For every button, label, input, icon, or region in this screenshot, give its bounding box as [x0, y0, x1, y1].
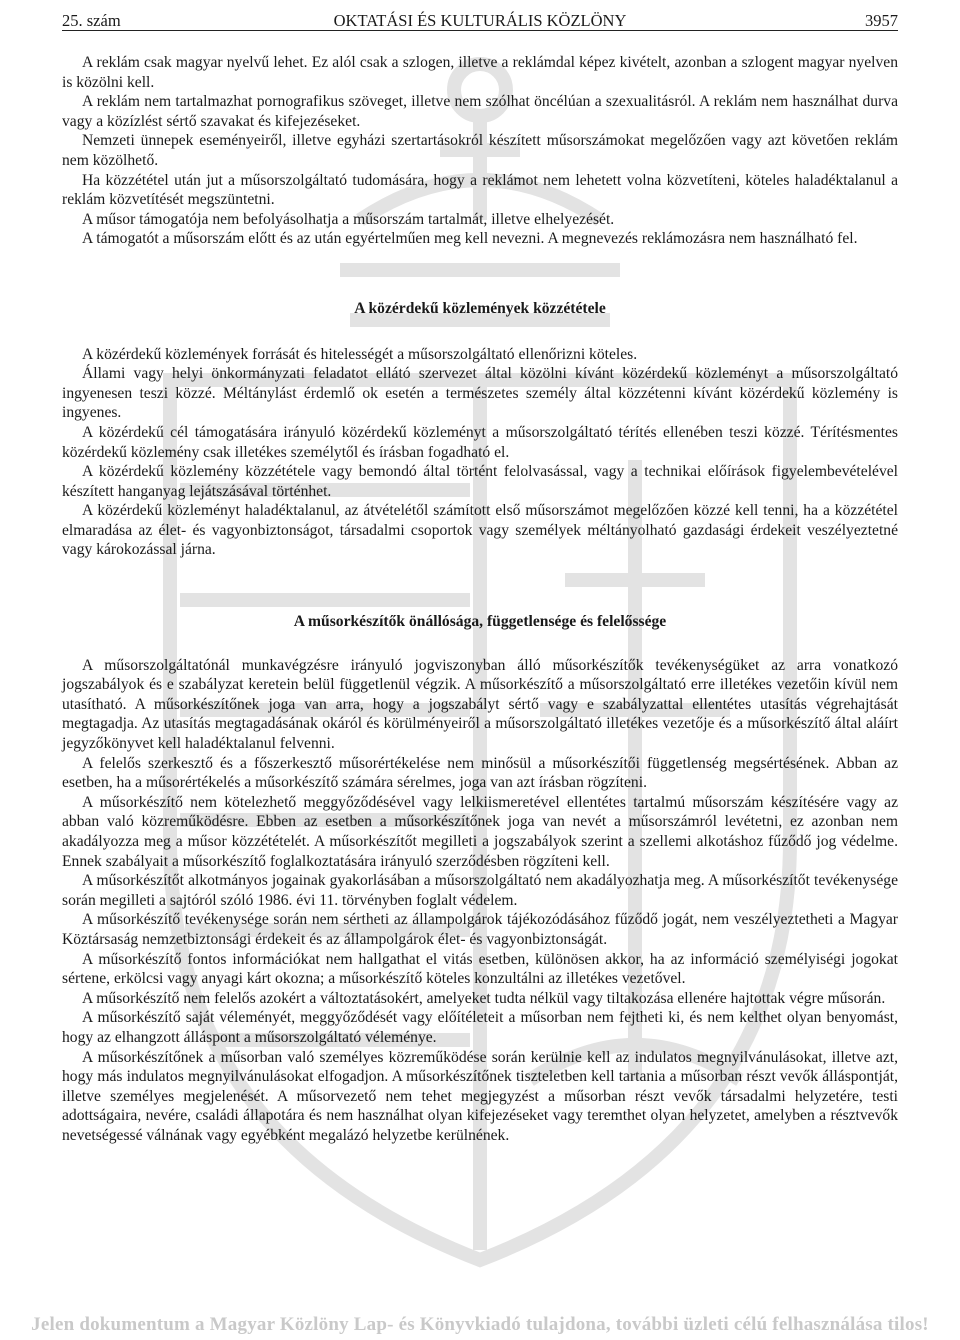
paragraph: A felelős szerkesztő és a főszerkesztő műsorértékelése nem minősül a műsorkészítői függetlenség megsértésének. Abban az esetben, ha a műsorértékelés a műsorkészítő számára sérelmes, joga van azt írásban rögzíteni.	[62, 754, 898, 792]
paragraph: A közérdekű közleményt haladéktalanul, az átvételétől számított első műsorszámot megelőzően közzé kell tenni, ha a közzététel elmaradása az élet- és vagyonbiztonságot, társadalmi csoportok vagy személyek méltányolható gazdasági érdekeit veszélyeztetné vagy károkozással járna.	[62, 502, 898, 559]
paragraph: A közérdekű közlemények forrását és hitelességét a műsorszolgáltató ellenőrizni köteles.	[82, 345, 638, 363]
paragraph: A reklám csak magyar nyelvű lehet. Ez alól csak a szlogen, illetve a reklámdal képez kivételt, azonban a szlogent magyar nyelven is közölni kell.	[62, 54, 898, 91]
paragraph: A reklám nem tartalmazhat pornografikus szöveget, illetve nem szólhat öncélúan a szexualitásról. A reklám nem használhat durva vagy a közízlést sértő szavakat és kifejezéseket.	[62, 93, 898, 130]
paragraph: A közérdekű cél támogatására irányuló közérdekű közleményt a műsorszolgáltató térítés ellenében teszi közzé. Térítésmentes közérdekű közlemény csak illetékes személytől és írásban fogadható el.	[62, 423, 898, 461]
paragraph: A műsor támogatója nem befolyásolhatja a műsorszám tartalmát, illetve elhelyezését.	[82, 210, 615, 228]
paragraph: A műsorszolgáltatónál munkavégzésre irányuló jogviszonyban álló műsorkészítők tevékenységüket az arra vonatkozó jogszabályok és e szabályzat keretein belül függetlenül végzik. A műsorkészítő a műsorszolgáltató erre illetékes vezetőin kívül nem utasítható. A műsorkészítőnek joga van arra, hogy a jogszabályt sértő vagy e szabályzattal ellentétes utasítás végrehajtását megtagadja. Az utasítás megtagadásának okáról és körülményeiről a műsorszolgáltató illetékes vezetője és a műsorkészítő által aláírt jegyzőkönyvet kell haladéktalanul felvenni.	[62, 656, 898, 753]
paragraph: A műsorkészítő tevékenysége során nem sértheti az állampolgárok tájékozódásához fűződő jogát, nem veszélyeztetheti a Magyar Köztársaság nemzetbiztonsági érdekeit és az állampolgárok élet- és vagyonbiztonságát.	[62, 911, 898, 948]
advertising-rules-block	[62, 53, 898, 249]
section-heading-program-makers: A műsorkészítők önállósága, függetlensége és felelőssége	[293, 613, 667, 631]
program-makers-section	[62, 656, 898, 1146]
document-body	[62, 53, 898, 1146]
running-header	[62, 0, 898, 31]
page-number: 3957	[865, 11, 898, 30]
paragraph: A műsorkészítőnek a műsorban való személyes közreműködése során kerülnie kell az indulatos megnyilvánulásokat, illetve azt, hogy más indulatos megnyilvánulásokat elfogadjon. A műsorkészítőnek tiszteletben kell tartania a műsorban részt vevők álláspontját, illetve személyes megjelenését. A műsorvezető nem tehet megjegyzést a műsorban részt vevők társadalmi helyzetére, testi adottságaira, nevére, családi állapotára és nem használhat olyan kifejezéseket vagy teremthet olyan helyzetet, amelyben a résztvevők nevetségessé válnának vagy egyébként megalázó helyzetbe kerülnének.	[62, 1048, 898, 1144]
section-heading-public-announcements: A közérdekű közlemények közzététele	[354, 299, 606, 317]
public-announcements-section	[62, 345, 898, 561]
paragraph: A műsorkészítő nem felelős azokért a változtatásokért, amelyeket tudta nélkül vagy tiltakozása ellenére hajtottak végre műsorán.	[82, 989, 886, 1007]
paragraph: A műsorkészítő nem kötelezhető meggyőződésével vagy lelkiismeretével ellentétes tartalmú műsorszám készítésére vagy az abban való közreműködésre. Ebben az esetben a műsorkészítőnek joga van nevét a műsorszámról levétetni, ez azonban nem akadályozza meg a műsor közzétételét. A műsorkészítőt megilleti a jogszabályok szerint a szellemi alkotáshoz fűződő jog védelme. Ennek szabályait a műsorkészítő foglalkoztatására irányuló szerződésben rögzíteni kell.	[62, 793, 898, 870]
paragraph: Állami vagy helyi önkormányzati feladatot ellátó szervezet által közölni kívánt közérdekű közleményt a műsorszolgáltató ingyenesen teszi közzé. Méltánylást érdemlő ok esetén a természetes személy által közzétenni kívánt közérdekű közlemény is ingyenes.	[62, 365, 898, 422]
issue-number: 25. szám	[62, 11, 121, 30]
paragraph: A műsorkészítő fontos információkat nem hallgathat el vitás esetben, különösen akkor, ha az információ személyiségi jogokat sértene, erkölcsi vagy anyagi kárt okozna; a műsorkészítő köteles konzultálni az illetékes vezetővel.	[62, 950, 898, 988]
paragraph: Ha közzététel után jut a műsorszolgáltató tudomására, hogy a reklámot nem lehetett volna közvetíteni, köteles haladéktalanul a reklám közvetítését megszüntetni.	[62, 171, 898, 209]
paragraph: A műsorkészítőt alkotmányos jogainak gyakorlásában a műsorszolgáltató nem akadályozhatja meg. A műsorkészítőt tevékenysége során megilleti a sajtóról szóló 1986. évi 11. törvényben foglalt védelem.	[62, 872, 898, 909]
paragraph: Nemzeti ünnepek eseményeiről, illetve egyházi szertartásokról készített műsorszámokat megelőzően vagy azt követően reklám nem közölhető.	[62, 132, 898, 169]
paragraph: A műsorkészítő saját véleményét, meggyőződését vagy előítéleteit a műsorban nem fejtheti ki, és nem kelthet olyan benyomást, hogy az elhangzott álláspont a műsorszolgáltató véleménye.	[62, 1009, 898, 1046]
journal-title: OKTATÁSI ÉS KULTURÁLIS KÖZLÖNY	[333, 11, 627, 30]
copyright-notice: Jelen dokumentum a Magyar Közlöny Lap- és Könyvkiadó tulajdona, további üzleti célú felhasználása tilos!	[31, 1314, 929, 1335]
paragraph: A közérdekű közlemény közzététele vagy bemondó által történt felolvasással, vagy a technikai előírások figyelembevételével készített hanganyag lejátszásával történhet.	[62, 463, 898, 500]
paragraph: A támogatót a műsorszám előtt és az után egyértelműen meg kell nevezni. A megnevezés reklámozásra nem használható fel.	[82, 230, 858, 248]
